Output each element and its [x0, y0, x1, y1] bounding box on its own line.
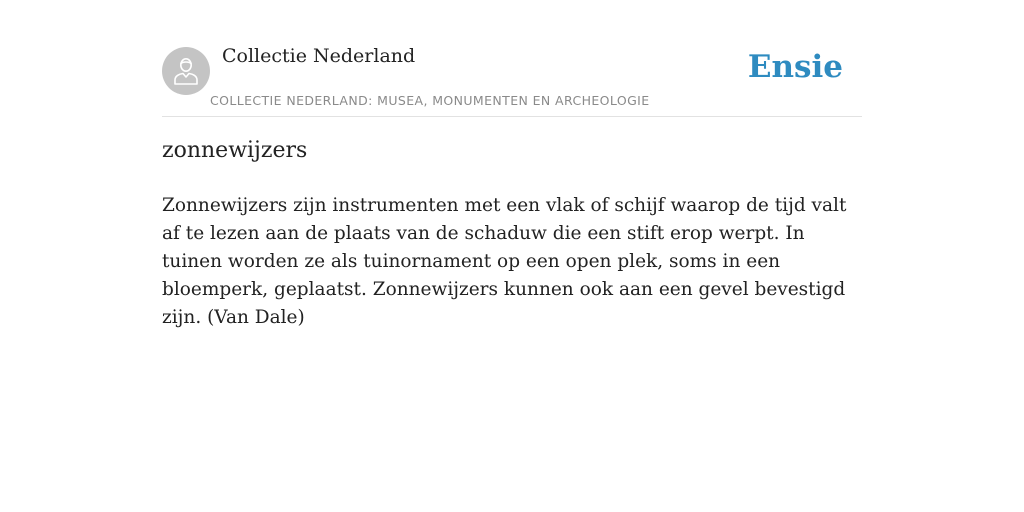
brand-logo[interactable]: Ensie — [747, 49, 843, 85]
entry-body: Zonnewijzers zijn instrumenten met een vlak of schijf waarop de tijd valt af te lezen aan de plaats van de schaduw die een stift erop werpt. In tuinen worden ze als tuinornament op een open plek, soms in een bloemperk, geplaatst. Zonnewijzers kunnen ook aan een gevel bevestigd zijn. (Van Dale) — [162, 195, 847, 328]
author-name[interactable]: Collectie Nederland — [222, 45, 416, 67]
entry-title: zonnewijzers — [162, 138, 308, 163]
author-avatar[interactable] — [162, 47, 210, 95]
entry-header — [162, 0, 862, 117]
author-subtitle[interactable]: COLLECTIE NEDERLAND: MUSEA, MONUMENTEN EN ARCHEOLOGIE — [210, 93, 650, 108]
entry-card — [162, 0, 862, 328]
user-avatar-icon — [172, 56, 200, 86]
